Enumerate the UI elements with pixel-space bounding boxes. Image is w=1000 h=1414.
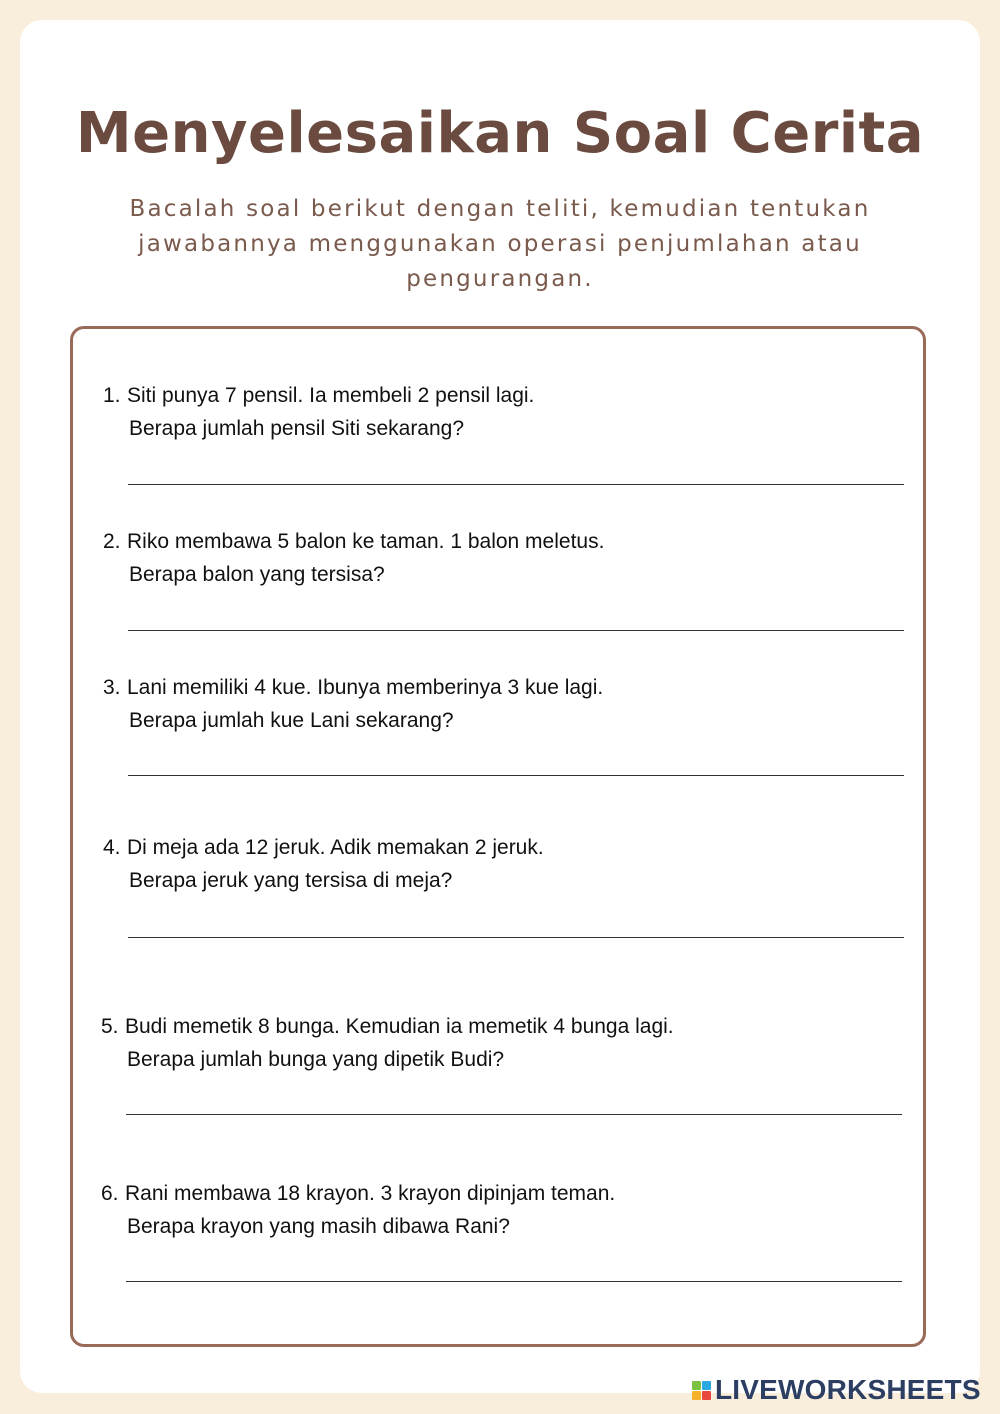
question-number: 1.	[103, 384, 121, 407]
liveworksheets-logo[interactable]	[692, 1375, 981, 1405]
answer-line-6[interactable]	[126, 1281, 902, 1282]
question-number: 6.	[101, 1182, 119, 1205]
question-text: Riko membawa 5 balon ke taman. 1 balon meletus.	[127, 530, 605, 553]
worksheet-title: Menyelesaikan Soal Cerita	[75, 101, 925, 166]
questions-panel	[70, 326, 926, 1347]
question-prompt: Berapa jumlah kue Lani sekarang?	[129, 709, 454, 732]
liveworksheets-logo-text: LIVEWORKSHEETS	[715, 1374, 981, 1405]
question-prompt: Berapa krayon yang masih dibawa Rani?	[127, 1215, 510, 1238]
question-number: 5.	[101, 1015, 119, 1038]
answer-line-1[interactable]	[128, 484, 904, 485]
question-number: 4.	[103, 836, 121, 859]
question-text: Di meja ada 12 jeruk. Adik memakan 2 jeruk.	[127, 836, 544, 859]
question-number: 2.	[103, 530, 121, 553]
question-prompt: Berapa jumlah bunga yang dipetik Budi?	[127, 1048, 505, 1071]
question-text: Budi memetik 8 bunga. Kemudian ia memetik 4 bunga lagi.	[125, 1015, 674, 1038]
question-number: 3.	[103, 676, 121, 699]
liveworksheets-logo-icon	[692, 1381, 711, 1400]
answer-line-3[interactable]	[128, 775, 904, 776]
answer-line-5[interactable]	[126, 1114, 902, 1115]
question-text: Rani membawa 18 krayon. 3 krayon dipinjam teman.	[125, 1182, 616, 1205]
answer-line-2[interactable]	[128, 630, 904, 631]
question-prompt: Berapa balon yang tersisa?	[129, 563, 385, 586]
answer-line-4[interactable]	[128, 937, 904, 938]
question-prompt: Berapa jeruk yang tersisa di meja?	[129, 869, 453, 892]
question-text: Siti punya 7 pensil. Ia membeli 2 pensil lagi.	[127, 384, 535, 407]
question-text: Lani memiliki 4 kue. Ibunya memberinya 3 kue lagi.	[127, 676, 604, 699]
question-prompt: Berapa jumlah pensil Siti sekarang?	[129, 417, 465, 440]
worksheet-instructions: Bacalah soal berikut dengan teliti, kemudian tentukan jawabannya menggunakan operasi penjumlahan atau pengurangan.	[129, 196, 871, 292]
